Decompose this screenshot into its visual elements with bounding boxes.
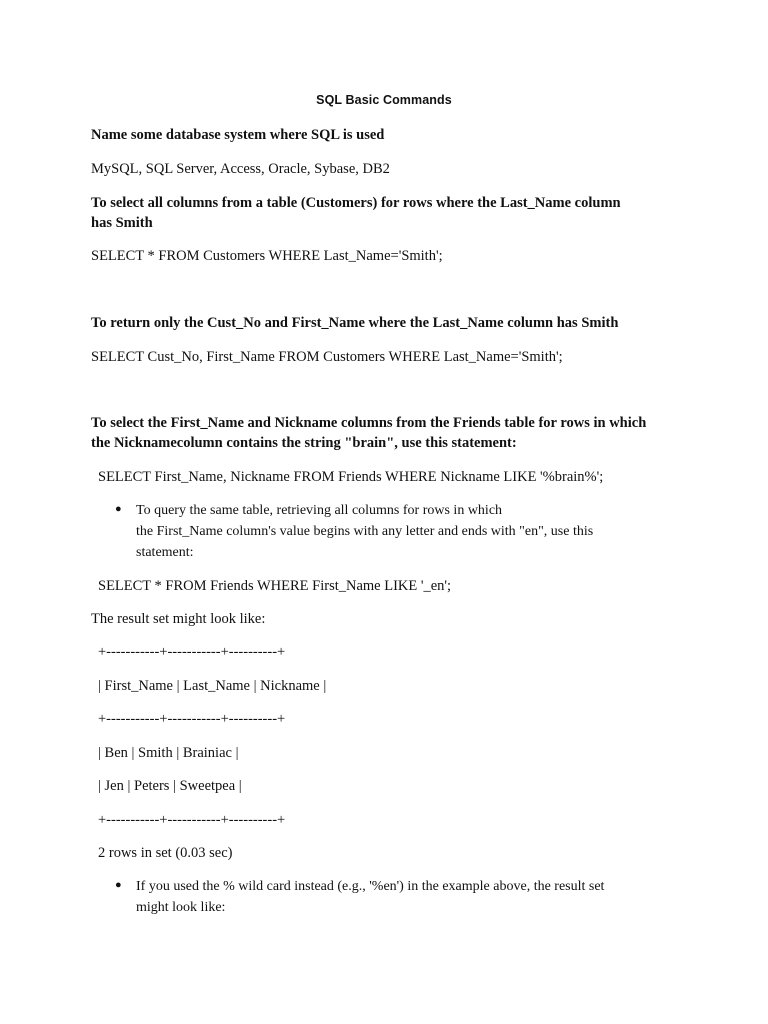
q4-heading-line1: To select the First_Name and Nickname columns from the Friends table for rows in which [91, 415, 647, 431]
q4-heading-line2: the Nicknamecolumn contains the string "brain", use this statement: [91, 435, 517, 451]
table-border-bottom: +-----------+-----------+----------+ [98, 812, 286, 828]
q3-query: SELECT Cust_No, First_Name FROM Customers WHERE Last_Name='Smith'; [91, 349, 563, 365]
page-title: SQL Basic Commands [316, 93, 452, 107]
q1-answer: MySQL, SQL Server, Access, Oracle, Sybase, DB2 [91, 161, 390, 177]
bullet2-line1: If you used the % wild card instead (e.g., '%en') in the example above, the result set [136, 879, 605, 894]
rows-in-set: 2 rows in set (0.03 sec) [98, 845, 233, 861]
bullet-icon: ● [115, 503, 122, 515]
q3-heading: To return only the Cust_No and First_Name where the Last_Name column has Smith [91, 315, 619, 331]
bullet1-line1: To query the same table, retrieving all columns for rows in which [136, 503, 503, 518]
table-header-row: | First_Name | Last_Name | Nickname | [98, 678, 327, 694]
bullet-icon: ● [115, 879, 122, 891]
q2-heading-line2: has Smith [91, 215, 153, 231]
table-border-mid: +-----------+-----------+----------+ [98, 711, 286, 727]
result-intro: The result set might look like: [91, 611, 266, 627]
table-border-top: +-----------+-----------+----------+ [98, 644, 286, 660]
q2-query: SELECT * FROM Customers WHERE Last_Name='Smith'; [91, 248, 443, 264]
bullet1-line3: statement: [136, 545, 194, 560]
q1-heading: Name some database system where SQL is used [91, 127, 385, 143]
bullet2-line2: might look like: [136, 900, 226, 915]
bullet1-line2: the First_Name column's value begins with any letter and ends with "en", use this [136, 524, 594, 539]
table-row: | Ben | Smith | Brainiac | [98, 745, 239, 761]
table-row: | Jen | Peters | Sweetpea | [98, 778, 242, 794]
q4-query: SELECT First_Name, Nickname FROM Friends WHERE Nickname LIKE '%brain%'; [98, 469, 604, 485]
q5-query: SELECT * FROM Friends WHERE First_Name LIKE '_en'; [98, 578, 452, 594]
q2-heading-line1: To select all columns from a table (Customers) for rows where the Last_Name column [91, 195, 621, 211]
